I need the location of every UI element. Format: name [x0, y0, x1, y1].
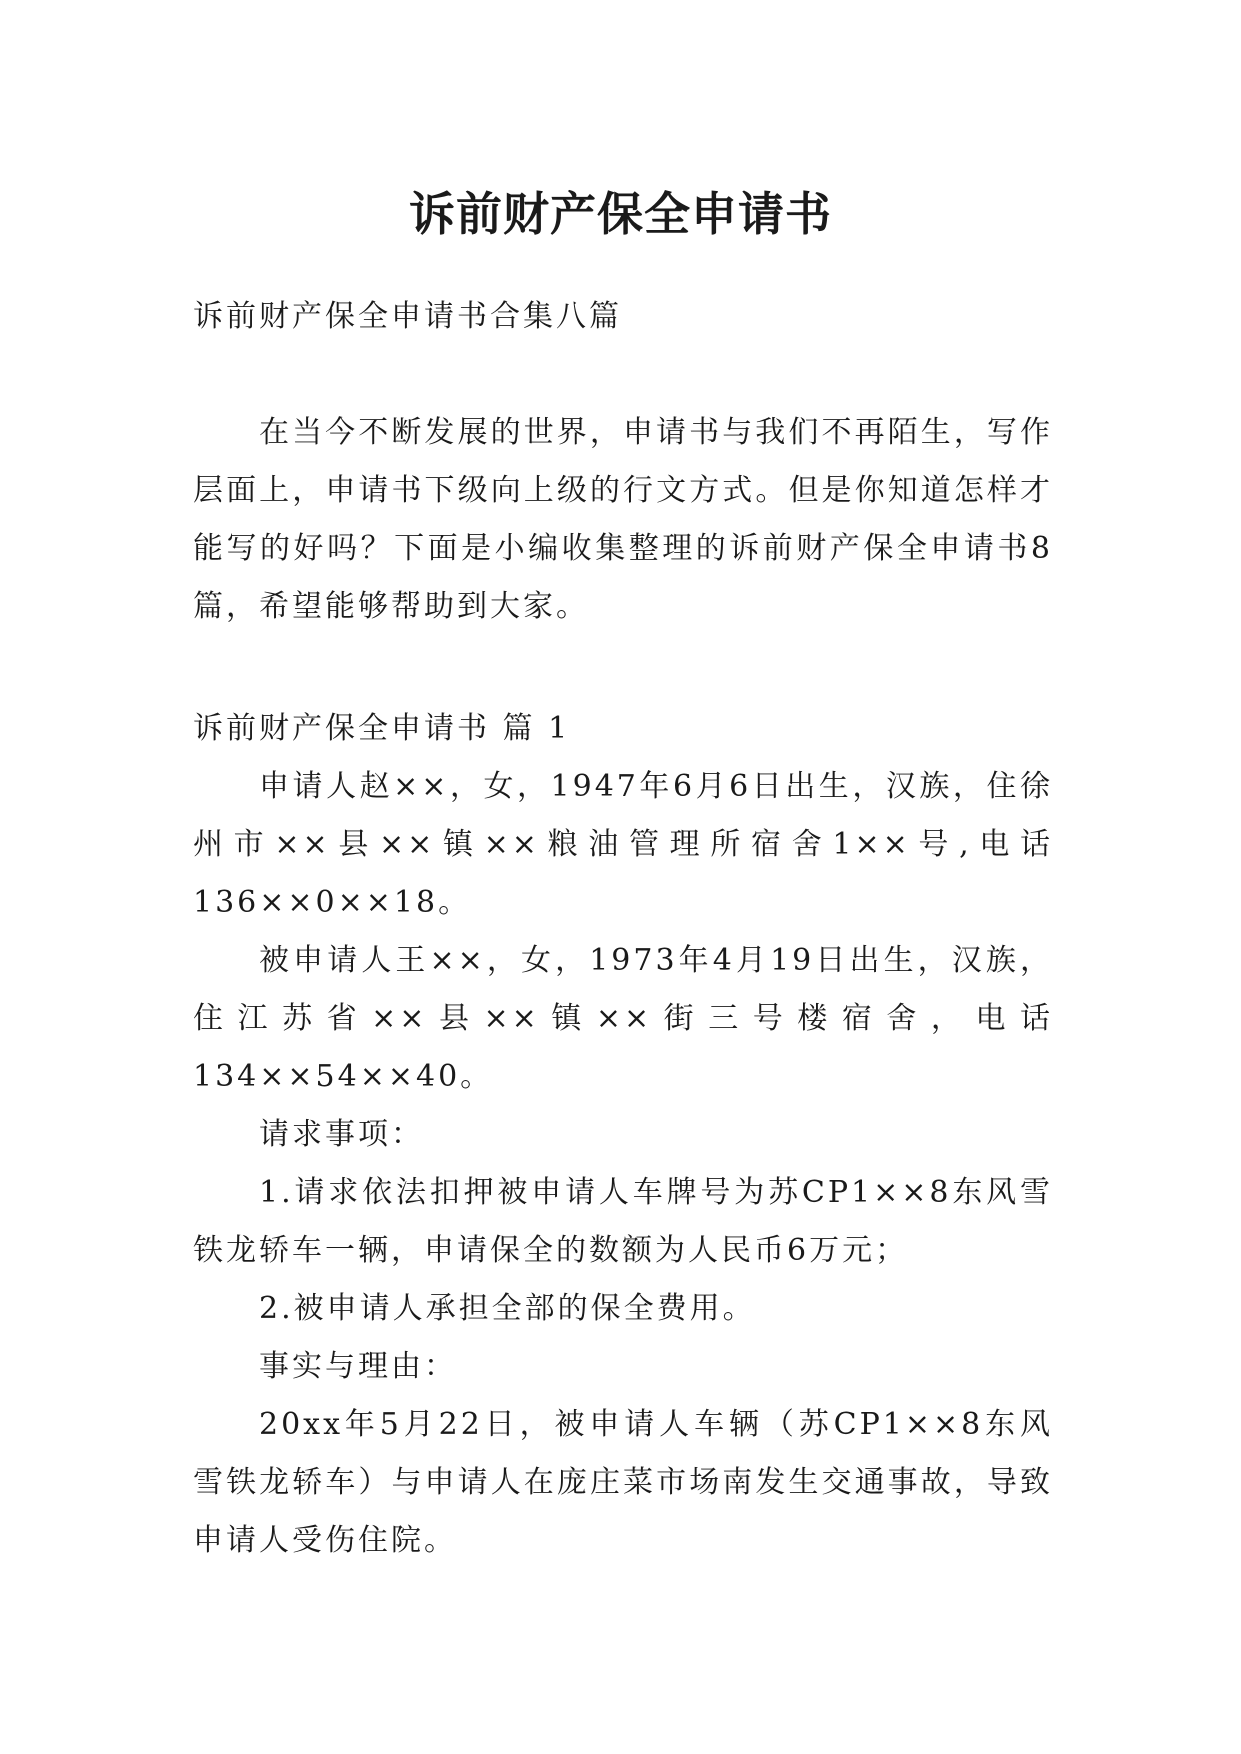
paragraph-facts: 20xx年5月22日，被申请人车辆（苏CP1××8东风雪铁龙轿车）与申请人在庞庄菜市场南发生交通事故，导致申请人受伤住院。 [193, 1407, 1053, 1558]
intro-text: 在当今不断发展的世界，申请书与我们不再陌生，写作层面上，申请书下级向上级的行文方式。但是你知道怎样才能写的好吗？下面是小编收集整理的诉前财产保全申请书8篇，希望能够帮助到大家。 [193, 415, 1053, 624]
paragraph-applicant: 申请人赵××，女，1947年6月6日出生，汉族，住徐州市××县××镇××粮油管理所宿舍1××号,电话136××0××18。 [193, 769, 1053, 920]
paragraph-request-heading: 请求事项： [259, 1117, 424, 1152]
intro-paragraph [193, 404, 1053, 636]
paragraph-facts-heading: 事实与理由： [259, 1349, 457, 1384]
document-subtitle [193, 288, 1053, 346]
section-1 [193, 700, 1053, 1570]
paragraph-request-1: 1.请求依法扣押被申请人车牌号为苏CP1××8东风雪铁龙轿车一辆，申请保全的数额为人民币6万元； [193, 1175, 1053, 1268]
document-title: 诉前财产保全申请书 [409, 186, 832, 241]
section-heading: 诉前财产保全申请书 篇 1 [193, 711, 571, 746]
paragraph-request-2: 2.被申请人承担全部的保全费用。 [259, 1291, 756, 1326]
paragraph-respondent: 被申请人王××，女，1973年4月19日出生，汉族，住江苏省××县××镇××街三号楼宿舍，电话134××54××40。 [193, 943, 1053, 1094]
subtitle-text: 诉前财产保全申请书合集八篇 [193, 299, 622, 334]
